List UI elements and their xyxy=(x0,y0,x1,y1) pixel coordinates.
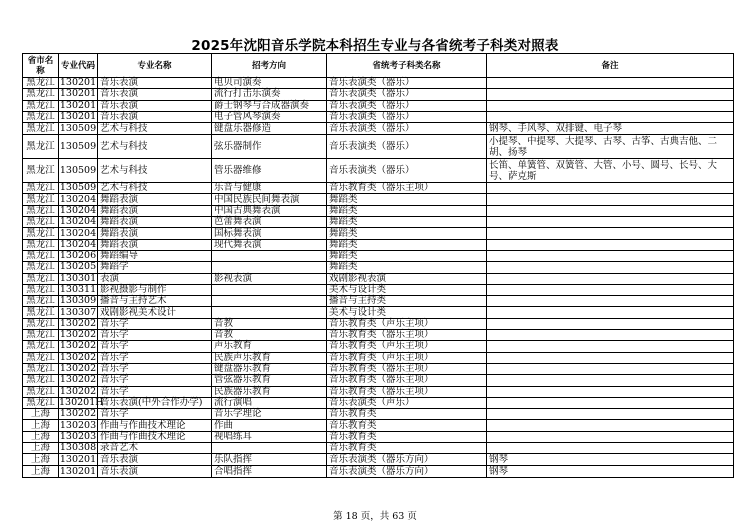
table-row xyxy=(23,466,734,478)
code-cell: 130205 xyxy=(59,261,97,273)
province-cell: 黑龙江 xyxy=(23,239,59,250)
category-cell: 音乐表演类（器乐） xyxy=(327,78,487,89)
province-cell: 黑龙江 xyxy=(23,250,59,261)
note-cell xyxy=(487,318,734,329)
header-major: 专业名称 xyxy=(98,54,212,78)
direction-cell xyxy=(212,262,327,273)
direction-cell: 乐队指挥 xyxy=(212,454,327,466)
direction-cell: 电子管风琴演奏 xyxy=(212,111,327,122)
province-cell: 黑龙江 xyxy=(23,159,59,183)
province-cell: 上海 xyxy=(23,409,59,420)
category-cell: 音乐教育类 xyxy=(327,420,487,431)
direction-cell: 合唱指挥 xyxy=(212,466,327,478)
table-row xyxy=(23,341,734,352)
note-cell: 钢琴 xyxy=(487,466,734,478)
table-row xyxy=(23,111,734,122)
major-cell: 作曲与作曲技术理论 xyxy=(98,431,212,442)
code-cell: 130309 xyxy=(59,295,97,307)
category-cell: 舞蹈类 xyxy=(327,239,487,250)
province-cell: 黑龙江 xyxy=(23,89,59,100)
major-cell: 音乐表演 xyxy=(98,78,212,89)
table-row xyxy=(23,123,734,135)
table-row xyxy=(23,431,734,442)
code-cell: 130206 xyxy=(59,250,97,262)
note-cell xyxy=(487,330,734,341)
table-row xyxy=(23,239,734,250)
code-cell: 130201 xyxy=(59,111,97,123)
code-cell: 130201H xyxy=(59,396,104,408)
table-row xyxy=(23,262,734,273)
note-cell xyxy=(487,386,734,397)
province-cell: 黑龙江 xyxy=(23,194,59,205)
major-cell: 音乐学 xyxy=(98,363,212,374)
major-cell: 艺术与科技 xyxy=(98,135,212,159)
province-cell: 黑龙江 xyxy=(23,296,59,307)
province-cell: 黑龙江 xyxy=(23,273,59,284)
category-cell: 音乐表演类（声乐） xyxy=(327,397,487,408)
major-cell: 录音艺术 xyxy=(98,443,212,454)
note-cell xyxy=(487,284,734,295)
code-cell: 130201 xyxy=(59,77,97,89)
major-cell: 影视摄影与制作 xyxy=(98,284,212,295)
major-cell: 音乐表演 xyxy=(98,100,212,111)
major-cell: 艺术与科技 xyxy=(98,123,212,135)
direction-cell: 芭蕾舞表演 xyxy=(212,217,327,228)
direction-cell xyxy=(212,284,327,295)
table-row xyxy=(23,375,734,386)
code-cell: 130202 xyxy=(59,363,97,375)
table-row xyxy=(23,159,734,183)
direction-cell: 现代舞表演 xyxy=(212,239,327,250)
category-cell: 舞蹈类 xyxy=(327,205,487,216)
note-cell: 钢琴、手风琴、双排键、电子琴 xyxy=(487,123,734,135)
major-cell: 音乐表演(中外合作办学) xyxy=(98,397,212,408)
category-cell: 播音与主持类 xyxy=(327,296,487,307)
major-cell: 艺术与科技 xyxy=(98,159,212,183)
table-row xyxy=(23,409,734,420)
province-cell: 黑龙江 xyxy=(23,228,59,239)
table-row xyxy=(23,228,734,239)
code-cell: 130509 xyxy=(59,135,98,159)
note-cell xyxy=(487,363,734,374)
note-cell xyxy=(487,228,734,239)
code-cell: 130204 xyxy=(59,204,97,216)
direction-cell: 作曲 xyxy=(212,420,327,431)
code-cell: 130509 xyxy=(59,122,97,134)
category-cell: 舞蹈类 xyxy=(327,217,487,228)
category-cell: 音乐教育类（声乐主项） xyxy=(327,352,487,363)
note-cell xyxy=(487,273,734,284)
table-row xyxy=(23,100,734,111)
province-cell: 上海 xyxy=(23,431,59,442)
code-cell: 130204 xyxy=(59,227,97,239)
category-cell: 音乐表演类（器乐） xyxy=(327,111,487,122)
note-cell xyxy=(487,341,734,352)
category-cell: 音乐表演类（器乐方向） xyxy=(327,454,487,466)
major-cell: 表演 xyxy=(98,273,212,284)
code-cell: 130201 xyxy=(59,465,97,477)
major-cell: 音乐表演 xyxy=(98,111,212,122)
direction-cell: 乐音与健康 xyxy=(212,183,327,194)
province-cell: 黑龙江 xyxy=(23,318,59,329)
category-cell: 舞蹈类 xyxy=(327,262,487,273)
table-row xyxy=(23,135,734,159)
table-row xyxy=(23,205,734,216)
major-cell: 音乐学 xyxy=(98,352,212,363)
major-cell: 舞蹈学 xyxy=(98,262,212,273)
province-cell: 黑龙江 xyxy=(23,78,59,89)
header-code: 专业代码 xyxy=(59,54,98,78)
note-cell xyxy=(487,420,734,431)
province-cell: 黑龙江 xyxy=(23,330,59,341)
note-cell xyxy=(487,352,734,363)
note-cell xyxy=(487,217,734,228)
major-cell: 戏剧影视美术设计 xyxy=(98,307,212,318)
code-cell: 130509 xyxy=(59,159,98,183)
major-cell: 舞蹈表演 xyxy=(98,217,212,228)
category-cell: 音乐表演类（器乐） xyxy=(327,135,487,159)
code-cell: 130202 xyxy=(59,351,97,363)
province-cell: 上海 xyxy=(23,454,59,466)
direction-cell: 流行打击乐演奏 xyxy=(212,89,327,100)
category-cell: 音乐教育类（器乐主项） xyxy=(327,330,487,341)
code-cell: 130311 xyxy=(59,284,97,295)
major-cell: 舞蹈表演 xyxy=(98,228,212,239)
province-cell: 黑龙江 xyxy=(23,397,59,408)
page-title: 2025年沈阳音乐学院本科招生专业与各省统考子科类对照表 xyxy=(191,38,559,54)
category-cell: 舞蹈类 xyxy=(327,228,487,239)
note-cell xyxy=(487,296,734,307)
header-province: 省市名称 xyxy=(23,54,59,78)
major-cell: 音乐学 xyxy=(98,409,212,420)
direction-cell: 流行演唱 xyxy=(212,397,327,408)
code-cell: 130203 xyxy=(59,430,97,442)
category-cell: 音乐教育类（器乐主项） xyxy=(327,386,487,397)
province-cell: 黑龙江 xyxy=(23,100,59,111)
direction-cell xyxy=(212,250,327,261)
note-cell xyxy=(487,194,734,205)
province-cell: 黑龙江 xyxy=(23,123,59,135)
code-cell: 130202 xyxy=(59,317,97,329)
direction-cell: 弦乐器制作 xyxy=(212,135,327,159)
code-cell: 130203 xyxy=(59,419,97,431)
direction-cell: 音教 xyxy=(212,330,327,341)
category-cell: 音乐教育类（声乐主项） xyxy=(327,341,487,352)
table-row xyxy=(23,420,734,431)
major-cell: 音乐学 xyxy=(98,375,212,386)
major-cell: 音乐学 xyxy=(98,330,212,341)
note-cell xyxy=(487,443,734,454)
direction-cell: 声乐教育 xyxy=(212,341,327,352)
note-cell: 长笛、单簧管、双簧管、大管、小号、圆号、长号、大号、萨克斯 xyxy=(487,159,734,183)
province-cell: 上海 xyxy=(23,443,59,454)
mapping-table xyxy=(22,53,734,478)
province-cell: 黑龙江 xyxy=(23,375,59,386)
province-cell: 黑龙江 xyxy=(23,217,59,228)
category-cell: 音乐教育类 xyxy=(327,443,487,454)
major-cell: 音乐学 xyxy=(98,386,212,397)
header-note: 备注 xyxy=(487,54,734,78)
province-cell: 黑龙江 xyxy=(23,307,59,318)
note-cell xyxy=(487,262,734,273)
direction-cell: 视唱练耳 xyxy=(212,431,327,442)
code-cell: 130201 xyxy=(59,88,97,100)
code-cell: 130308 xyxy=(59,442,97,454)
direction-cell: 音乐学理论 xyxy=(212,409,327,420)
category-cell: 音乐教育类（声乐主项） xyxy=(327,318,487,329)
category-cell: 音乐教育类（器乐主项） xyxy=(327,183,487,194)
table-row xyxy=(23,296,734,307)
category-cell: 美术与设计类 xyxy=(327,307,487,318)
province-cell: 黑龙江 xyxy=(23,262,59,273)
province-cell: 黑龙江 xyxy=(23,352,59,363)
province-cell: 上海 xyxy=(23,466,59,478)
province-cell: 黑龙江 xyxy=(23,341,59,352)
category-cell: 音乐教育类（器乐主项） xyxy=(327,363,487,374)
direction-cell: 音教 xyxy=(212,318,327,329)
code-cell: 130204 xyxy=(59,216,97,228)
province-cell: 黑龙江 xyxy=(23,386,59,397)
table-row xyxy=(23,386,734,397)
table-row xyxy=(23,443,734,454)
direction-cell: 民族声乐教育 xyxy=(212,352,327,363)
category-cell: 音乐表演类（器乐） xyxy=(327,159,487,183)
category-cell: 舞蹈类 xyxy=(327,250,487,261)
table-row xyxy=(23,397,734,408)
code-cell: 130201 xyxy=(59,99,97,111)
category-cell: 戏剧影视表演 xyxy=(327,273,487,284)
table-row xyxy=(23,307,734,318)
major-cell: 舞蹈表演 xyxy=(98,205,212,216)
category-cell: 音乐表演类（器乐） xyxy=(327,100,487,111)
category-cell: 音乐教育类 xyxy=(327,409,487,420)
code-cell: 130202 xyxy=(59,385,97,397)
table-row xyxy=(23,183,734,194)
table-row xyxy=(23,89,734,100)
note-cell xyxy=(487,78,734,89)
direction-cell: 民族器乐教育 xyxy=(212,386,327,397)
code-cell: 130301 xyxy=(59,272,97,284)
major-cell: 音乐学 xyxy=(98,318,212,329)
province-cell: 黑龙江 xyxy=(23,135,59,159)
note-cell xyxy=(487,183,734,194)
note-cell xyxy=(487,89,734,100)
header-category: 省统考子科类名称 xyxy=(327,54,487,78)
major-cell: 音乐表演 xyxy=(98,466,212,478)
major-cell: 作曲与作曲技术理论 xyxy=(98,420,212,431)
direction-cell: 电贝司演奏 xyxy=(212,78,327,89)
code-cell: 130307 xyxy=(59,306,97,318)
code-cell: 130202 xyxy=(59,329,97,341)
direction-cell: 爵士钢琴与合成器演奏 xyxy=(212,100,327,111)
direction-cell: 键盘乐器修造 xyxy=(212,123,327,135)
note-cell xyxy=(487,111,734,122)
direction-cell: 管弦器乐教育 xyxy=(212,375,327,386)
major-cell: 舞蹈表演 xyxy=(98,194,212,205)
note-cell xyxy=(487,409,734,420)
table-row xyxy=(23,454,734,466)
category-cell: 音乐教育类（器乐主项） xyxy=(327,375,487,386)
note-cell xyxy=(487,239,734,250)
direction-cell: 国标舞表演 xyxy=(212,228,327,239)
code-cell: 130202 xyxy=(59,374,97,386)
code-cell: 130202 xyxy=(59,340,97,352)
direction-cell: 管乐器维修 xyxy=(212,159,327,183)
province-cell: 黑龙江 xyxy=(23,284,59,295)
province-cell: 上海 xyxy=(23,420,59,431)
direction-cell xyxy=(212,296,327,307)
note-cell: 钢琴 xyxy=(487,454,734,466)
table-row xyxy=(23,273,734,284)
province-cell: 黑龙江 xyxy=(23,363,59,374)
direction-cell: 中国古典舞表演 xyxy=(212,205,327,216)
table-body xyxy=(23,78,734,478)
header-direction: 招考方向 xyxy=(212,54,327,78)
major-cell: 舞蹈表演 xyxy=(98,239,212,250)
table-row xyxy=(23,284,734,295)
note-cell xyxy=(487,205,734,216)
table-row xyxy=(23,250,734,261)
note-cell xyxy=(487,100,734,111)
major-cell: 艺术与科技 xyxy=(98,183,212,194)
page-footer: 第 18 页，共 63 页 xyxy=(333,511,417,522)
major-cell: 播音与主持艺术 xyxy=(98,296,212,307)
table-row xyxy=(23,352,734,363)
major-cell: 音乐学 xyxy=(98,341,212,352)
direction-cell xyxy=(212,307,327,318)
note-cell xyxy=(487,250,734,261)
direction-cell: 键盘器乐教育 xyxy=(212,363,327,374)
table-row xyxy=(23,194,734,205)
note-cell xyxy=(487,307,734,318)
note-cell xyxy=(487,375,734,386)
note-cell xyxy=(487,397,734,408)
direction-cell: 影视表演 xyxy=(212,273,327,284)
province-cell: 黑龙江 xyxy=(23,183,59,194)
table-row xyxy=(23,318,734,329)
note-cell: 小提琴、中提琴、大提琴、古琴、古筝、古典吉他、二胡、扬琴 xyxy=(487,135,734,159)
table-row xyxy=(23,217,734,228)
category-cell: 音乐表演类（器乐） xyxy=(327,123,487,135)
province-cell: 黑龙江 xyxy=(23,111,59,122)
category-cell: 美术与设计类 xyxy=(327,284,487,295)
note-cell xyxy=(487,431,734,442)
province-cell: 黑龙江 xyxy=(23,205,59,216)
major-cell: 音乐表演 xyxy=(98,454,212,466)
code-cell: 130204 xyxy=(59,193,97,205)
code-cell: 130201 xyxy=(59,453,97,465)
category-cell: 音乐表演类（器乐） xyxy=(327,89,487,100)
direction-cell xyxy=(212,443,327,454)
table-header-row xyxy=(23,54,734,78)
code-cell: 130509 xyxy=(59,182,97,194)
major-cell: 舞蹈编导 xyxy=(98,250,212,261)
code-cell: 130202 xyxy=(59,408,97,420)
category-cell: 舞蹈类 xyxy=(327,194,487,205)
major-cell: 音乐表演 xyxy=(98,89,212,100)
code-cell: 130204 xyxy=(59,238,97,250)
category-cell: 音乐表演类（器乐方向） xyxy=(327,466,487,478)
direction-cell: 中国民族民间舞表演 xyxy=(212,194,327,205)
category-cell: 音乐教育类 xyxy=(327,431,487,442)
